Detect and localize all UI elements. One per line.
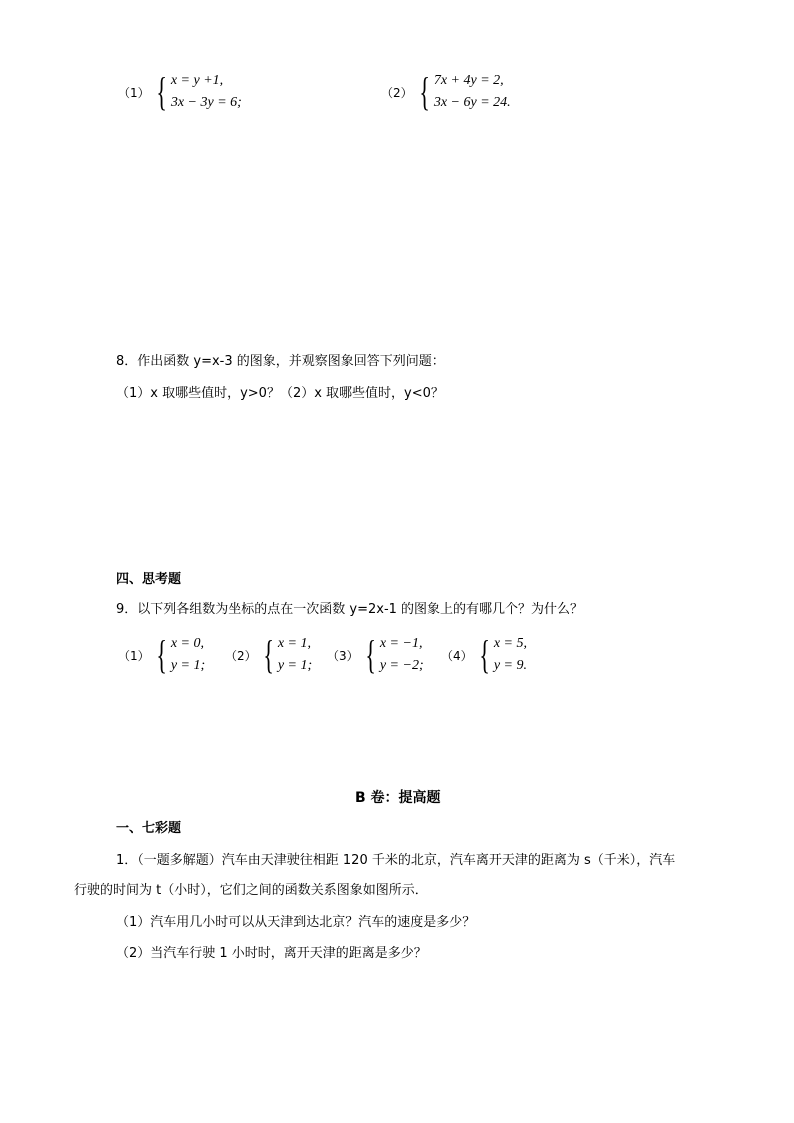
- coordinate-system-4: [441, 633, 527, 677]
- equation-line: x = 5,: [493, 636, 528, 651]
- equation-line: x = 0,: [170, 636, 205, 651]
- left-brace-icon: {: [155, 69, 167, 114]
- system-label: （3）: [327, 648, 359, 663]
- part-b-title: B 卷：提高题: [355, 790, 441, 806]
- equation-system-1: [118, 70, 242, 114]
- left-brace-icon: {: [364, 632, 376, 677]
- equation-line: x = −1,: [379, 636, 423, 651]
- section-heading-b1: 一、七彩题: [116, 821, 182, 836]
- system-label: （2）: [381, 85, 413, 100]
- system-label: （4）: [441, 648, 473, 663]
- question-b1-sub1: （1）汽车用几小时可以从天津到达北京？汽车的速度是多少？: [116, 915, 476, 930]
- coordinate-system-3: [327, 633, 424, 677]
- equation-line: y = 9.: [493, 658, 528, 673]
- section-heading-4: 四、思考题: [116, 572, 182, 587]
- equation-system-2: [381, 70, 511, 114]
- equation-line: 3x − 6y = 24.: [433, 95, 511, 110]
- question-9: 9．以下列各组数为坐标的点在一次函数 y=2x-1 的图象上的有哪几个？为什么？: [116, 602, 584, 617]
- equation-line: 7x + 4y = 2,: [433, 73, 504, 88]
- system-label: （1）: [118, 648, 150, 663]
- equation-line: x = y +1,: [170, 73, 224, 88]
- coordinate-system-1: [118, 633, 205, 677]
- system-label: （1）: [118, 85, 150, 100]
- coordinate-system-2: [225, 633, 312, 677]
- question-8-sub: （1）x 取哪些值时，y>0？（2）x 取哪些值时，y<0？: [116, 386, 444, 401]
- system-label: （2）: [225, 648, 257, 663]
- equation-line: y = −2;: [379, 658, 424, 673]
- equation-line: y = 1;: [170, 658, 206, 673]
- left-brace-icon: {: [478, 632, 490, 677]
- question-8: 8．作出函数 y=x-3 的图象，并观察图象回答下列问题：: [116, 354, 445, 369]
- equation-line: 3x − 3y = 6;: [170, 95, 242, 110]
- question-b1-line1: 1．（一题多解题）汽车由天津驶往相距 120 千米的北京，汽车离开天津的距离为 s（千米），汽车: [116, 853, 676, 868]
- equation-line: y = 1;: [277, 658, 313, 673]
- left-brace-icon: {: [155, 632, 167, 677]
- left-brace-icon: {: [418, 69, 430, 114]
- left-brace-icon: {: [262, 632, 274, 677]
- question-b1-line2: 行驶的时间为 t（小时），它们之间的函数关系图象如图所示．: [74, 883, 428, 898]
- question-b1-sub2: （2）当汽车行驶 1 小时时，离开天津的距离是多少？: [116, 946, 427, 961]
- equation-line: x = 1,: [277, 636, 312, 651]
